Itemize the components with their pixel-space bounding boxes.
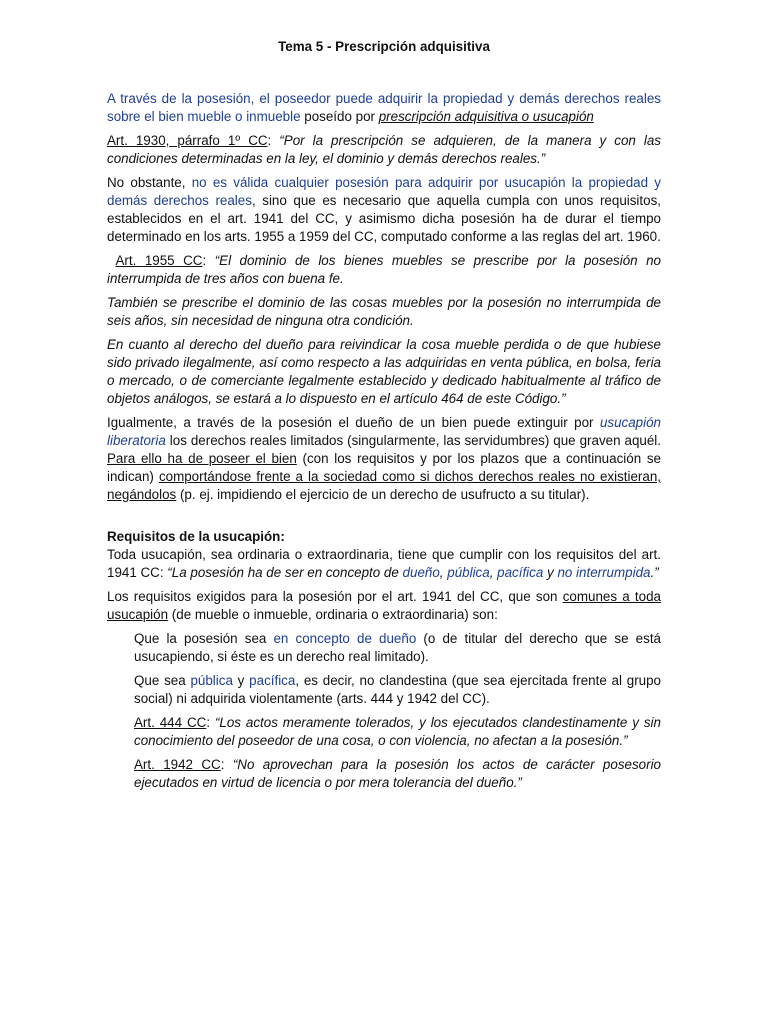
intro-text: poseído por bbox=[300, 109, 379, 124]
article-quote-1942: “No aprovechan para la posesión los actos de carácter posesorio ejecutados en virtud de licencia o por mera tolerancia del dueño.” bbox=[134, 757, 661, 790]
paragraph-intro bbox=[107, 90, 661, 126]
separator: : bbox=[206, 715, 215, 730]
article-quote-1955: “El dominio de los bienes muebles se prescribe por la posesión no interrumpida de tres años con buena fe. bbox=[107, 253, 661, 286]
spacer bbox=[107, 510, 661, 528]
paragraph-art-1955-third: En cuanto al derecho del dueño para reivindicar la cosa mueble perdida o de que hubiese sido privado ilegalmente, así como respecto a las adquiridas en venta pública, en bolsa, feria o mercado, o de comerciante legalmente establecido y dedicado habitualmente al tráfico de objetos análogos, se estará a lo dispuesto en el artículo 464 de este Código.” bbox=[107, 337, 661, 406]
section-quote-end: .” bbox=[650, 565, 659, 580]
item1-end: (o de titular del derecho que se está usucapiendo, si éste es un derecho real limitado). bbox=[134, 631, 661, 664]
liberatoria-mid: los derechos reales limitados (singularmente, las servidumbres) que graven aquél. bbox=[165, 433, 661, 448]
list-item-art-1942 bbox=[134, 756, 661, 792]
separator: , bbox=[439, 565, 448, 580]
section-heading: Requisitos de la usucapión: bbox=[107, 529, 285, 544]
comunes-underline: comunes a toda usucapión bbox=[107, 589, 661, 622]
paragraph-requisitos-comunes bbox=[107, 588, 661, 624]
comunes-start: Los requisitos exigidos para la posesión por el art. 1941 del CC, que son bbox=[107, 589, 563, 604]
intro-term: prescripción adquisitiva o usucapión bbox=[378, 109, 594, 124]
paragraph-section-intro bbox=[107, 546, 661, 582]
list-item-publica-pacifica bbox=[134, 672, 661, 708]
article-quote-444: “Los actos meramente tolerados, y los ejecutados clandestinamente y sin conocimiento del poseedor de una cosa, o con violencia, no afectan a la posesión.” bbox=[134, 715, 661, 748]
list-item-art-444 bbox=[134, 714, 661, 750]
item2-start: Que sea bbox=[134, 673, 191, 688]
liberatoria-underline-1: Para ello ha de poseer el bien bbox=[107, 451, 297, 466]
section-intro-text: Toda usucapión, sea ordinaria o extraordinaria, tiene que cumplir con los requisitos del art. 1941 CC: bbox=[107, 547, 661, 580]
liberatoria-start: Igualmente, a través de la posesión el dueño de un bien puede extinguir por bbox=[107, 415, 600, 430]
intro-highlight: A través de la posesión, el poseedor puede adquirir la propiedad y demás derechos reales sobre el bien mueble o inmueble bbox=[107, 91, 661, 124]
separator: y bbox=[543, 565, 558, 580]
term-pacifica: pacífica bbox=[497, 565, 544, 580]
paragraph-art-1955-second: También se prescribe el dominio de las cosas muebles por la posesión no interrumpida de seis años, sin necesidad de ninguna otra condición. bbox=[107, 295, 661, 328]
paragraph-art-1930 bbox=[107, 132, 661, 168]
item1-highlight: en concepto de dueño bbox=[273, 631, 417, 646]
separator: , bbox=[489, 565, 498, 580]
separator: : bbox=[267, 133, 280, 148]
list-item-concepto-dueno bbox=[134, 630, 661, 666]
article-ref-1930: Art. 1930, párrafo 1º CC bbox=[107, 133, 268, 148]
separator: : bbox=[202, 253, 215, 268]
requisitos-highlight: no es válida cualquier posesión para adquirir por usucapión la propiedad y demás derechos reales bbox=[107, 175, 661, 208]
page-title: Tema 5 - Prescripción adquisitiva bbox=[278, 39, 490, 54]
liberatoria-mid2: (con los requisitos y por los plazos que a continuación se indican) bbox=[107, 451, 661, 484]
article-ref-444: Art. 444 CC bbox=[134, 715, 207, 730]
item2-end: , es decir, no clandestina (que sea ejercitada frente al grupo social) ni adquirida violentamente (arts. 444 y 1942 del CC). bbox=[134, 673, 662, 706]
liberatoria-underline-2: comportándose frente a la sociedad como si dichos derechos reales no existieran, negándolos bbox=[107, 469, 661, 502]
section-quote-start: “La posesión ha de ser en concepto de bbox=[167, 565, 403, 580]
paragraph-usucapion-liberatoria bbox=[107, 414, 661, 504]
requisitos-rest: , sino que es necesario que aquella cumpla con unos requisitos, establecidos en el art. 1941 del CC, y asimismo dicha posesión ha de durar el tiempo determinado en los arts. 1955 a 1959 del CC, computado conforme a las reglas del art. 1960. bbox=[107, 193, 661, 244]
paragraph-requisitos bbox=[107, 174, 661, 246]
item2-mid: y bbox=[232, 673, 250, 688]
liberatoria-term: usucapión liberatoria bbox=[107, 415, 661, 448]
term-dueno: dueño bbox=[402, 565, 440, 580]
article-ref-1955: Art. 1955 CC bbox=[115, 253, 203, 268]
liberatoria-end: (p. ej. impidiendo el ejercicio de un derecho de usufructo a su titular). bbox=[176, 487, 590, 502]
item2-pacifica: pacífica bbox=[249, 673, 296, 688]
item2-publica: pública bbox=[190, 673, 233, 688]
term-no-interrumpida: no interrumpida bbox=[557, 565, 651, 580]
term-publica: pública bbox=[447, 565, 490, 580]
article-quote-1930: “Por la prescripción se adquieren, de la manera y con las condiciones determinadas en la ley, el dominio y demás derechos reales.” bbox=[107, 133, 661, 166]
paragraph-art-1955 bbox=[107, 252, 661, 288]
requisitos-start: No obstante, bbox=[107, 175, 192, 190]
separator: : bbox=[220, 757, 233, 772]
comunes-end: (de mueble o inmueble, ordinaria o extraordinaria) son: bbox=[168, 607, 498, 622]
article-ref-1942: Art. 1942 CC bbox=[134, 757, 221, 772]
item1-start: Que la posesión sea bbox=[134, 631, 274, 646]
